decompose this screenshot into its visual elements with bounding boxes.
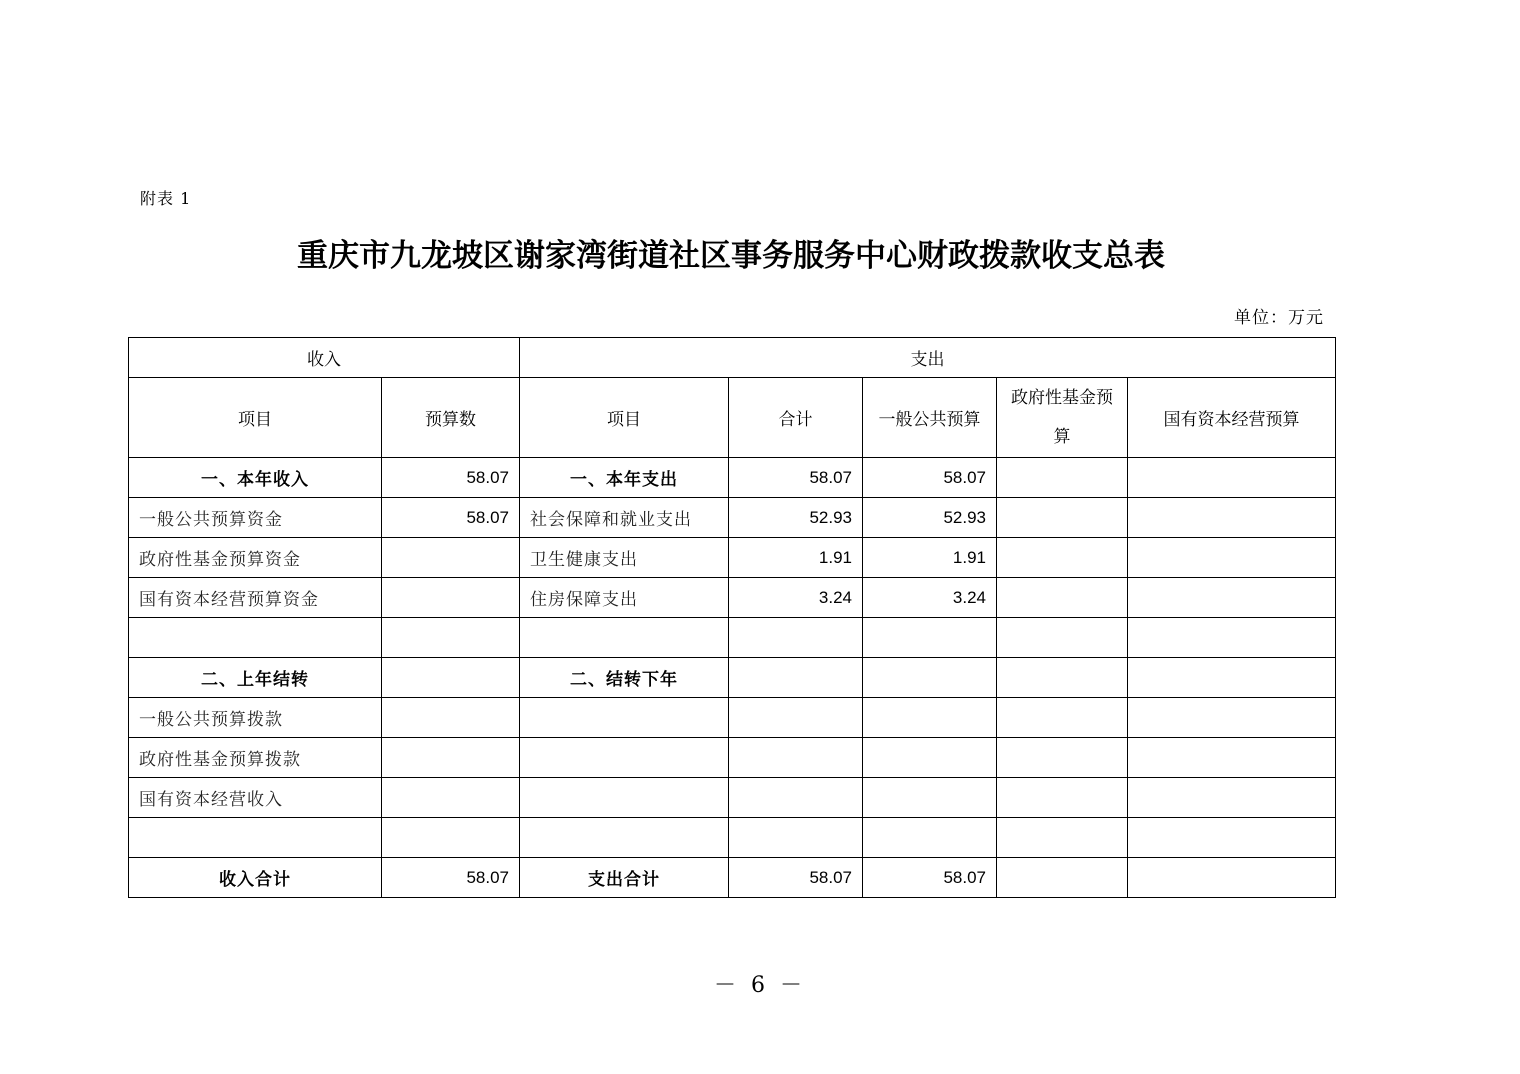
document-title: 重庆市九龙坡区谢家湾街道社区事务服务中心财政拨款收支总表 [297,238,1165,274]
income-total-value: 58.07 [382,858,520,898]
expense-fund-cell [997,578,1128,618]
expense-general-cell: 52.93 [863,498,997,538]
expense-general-cell: 58.07 [863,458,997,498]
expense-item-cell: 一、本年支出 [520,458,729,498]
expense-general-header: 一般公共预算 [863,378,997,458]
income-value-cell [382,658,520,698]
income-item-cell [129,618,382,658]
expense-state-cell [1128,458,1336,498]
income-value-cell [382,538,520,578]
expense-state-cell [1128,698,1336,738]
expense-item-cell [520,778,729,818]
income-item-header: 项目 [129,378,382,458]
header-row-columns [129,378,1336,458]
expense-total-cell [729,818,863,858]
income-value-cell [382,698,520,738]
table-row [129,738,1336,778]
expense-item-cell: 住房保障支出 [520,578,729,618]
income-value-cell [382,738,520,778]
income-item-cell: 一般公共预算拨款 [129,698,382,738]
expense-fund-cell [997,778,1128,818]
income-item-cell: 一、本年收入 [129,458,382,498]
income-item-cell: 一般公共预算资金 [129,498,382,538]
expense-item-cell [520,818,729,858]
expense-total-cell: 3.24 [729,578,863,618]
expense-state-cell [1128,498,1336,538]
expense-total-cell [729,618,863,658]
appendix-label: 附表 1 [140,189,192,208]
expense-total-cell: 58.07 [729,458,863,498]
expense-item-cell: 社会保障和就业支出 [520,498,729,538]
expense-general-cell: 1.91 [863,538,997,578]
income-value-cell: 58.07 [382,498,520,538]
income-value-cell [382,818,520,858]
expense-general-cell: 3.24 [863,578,997,618]
expense-general-cell [863,778,997,818]
expense-total-cell [729,778,863,818]
expense-total-label: 支出合计 [520,858,729,898]
expense-item-cell [520,738,729,778]
expense-total-cell: 52.93 [729,498,863,538]
income-item-cell: 国有资本经营预算资金 [129,578,382,618]
table-row [129,778,1336,818]
expense-item-cell: 二、结转下年 [520,658,729,698]
table-row [129,578,1336,618]
expense-state-cell [1128,618,1336,658]
expense-state-cell [1128,658,1336,698]
expense-item-cell: 卫生健康支出 [520,538,729,578]
income-value-cell [382,578,520,618]
expense-item-header: 项目 [520,378,729,458]
expense-item-cell [520,618,729,658]
budget-summary-table [128,337,1336,898]
expense-fund-total [997,858,1128,898]
expense-state-cell [1128,538,1336,578]
income-item-cell: 政府性基金预算资金 [129,538,382,578]
expense-total-cell [729,658,863,698]
expense-general-cell [863,738,997,778]
expense-state-cell [1128,738,1336,778]
expense-fund-cell [997,498,1128,538]
expense-fund-cell [997,658,1128,698]
income-item-cell [129,818,382,858]
table-row [129,698,1336,738]
expense-fund-cell [997,818,1128,858]
income-value-cell: 58.07 [382,458,520,498]
income-value-cell [382,778,520,818]
expense-state-cell [1128,578,1336,618]
expense-fund-cell [997,738,1128,778]
expense-state-cell [1128,818,1336,858]
income-total-label: 收入合计 [129,858,382,898]
expense-header: 支出 [520,338,1336,378]
income-item-cell: 国有资本经营收入 [129,778,382,818]
expense-total-cell [729,738,863,778]
table-row [129,618,1336,658]
expense-general-cell [863,658,997,698]
expense-state-cell [1128,778,1336,818]
expense-total-value: 58.07 [729,858,863,898]
page-number: － 6 － [714,973,806,998]
expense-general-cell [863,618,997,658]
table-row [129,818,1336,858]
expense-total-cell: 1.91 [729,538,863,578]
income-item-cell: 政府性基金预算拨款 [129,738,382,778]
expense-state-total [1128,858,1336,898]
unit-label: 单位：万元 [1234,308,1324,328]
expense-general-total: 58.07 [863,858,997,898]
expense-state-header: 国有资本经营预算 [1128,378,1336,458]
expense-fund-cell [997,538,1128,578]
expense-fund-header: 政府性基金预算 [997,378,1128,458]
table-row-total [129,858,1336,898]
expense-fund-cell [997,698,1128,738]
table-row [129,498,1336,538]
table-row [129,458,1336,498]
header-row-sections [129,338,1336,378]
table-row [129,658,1336,698]
expense-total-header: 合计 [729,378,863,458]
expense-item-cell [520,698,729,738]
income-budget-header: 预算数 [382,378,520,458]
expense-general-cell [863,698,997,738]
income-header: 收入 [129,338,520,378]
expense-fund-cell [997,618,1128,658]
income-value-cell [382,618,520,658]
table-row [129,538,1336,578]
expense-fund-cell [997,458,1128,498]
expense-total-cell [729,698,863,738]
expense-general-cell [863,818,997,858]
income-item-cell: 二、上年结转 [129,658,382,698]
